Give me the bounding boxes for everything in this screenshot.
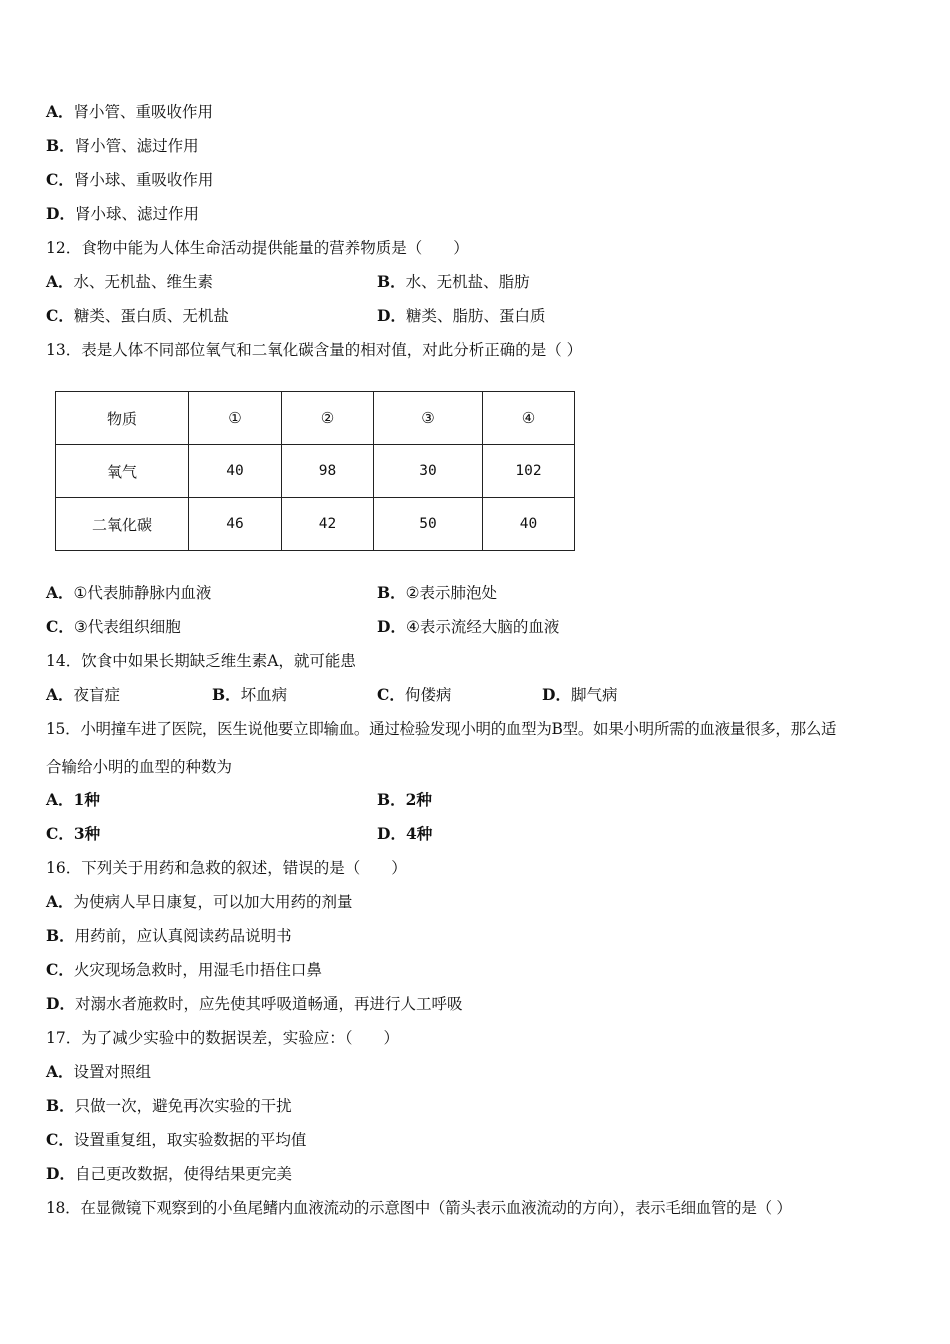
q13-data-table: [55, 391, 575, 551]
table-cell: 102: [483, 445, 575, 498]
q13-option-d: D．④表示流经大脑的血液: [377, 617, 560, 636]
table-cell: 46: [189, 498, 282, 551]
q16-option-b: B．用药前，应认真阅读药品说明书: [46, 926, 292, 945]
q16-option-d: D．对溺水者施救时，应先使其呼吸道畅通，再进行人工呼吸: [46, 994, 463, 1013]
table-cell: 40: [189, 445, 282, 498]
q15-option-a: A．1种: [46, 790, 100, 809]
q12-stem: 12．食物中能为人体生命活动提供能量的营养物质是（ ）: [46, 239, 469, 257]
table-header-row: [56, 392, 575, 445]
q17-option-a: A．设置对照组: [46, 1062, 152, 1081]
q16-stem: 16．下列关于用药和急救的叙述，错误的是（ ）: [46, 859, 407, 877]
q12-option-a: A．水、无机盐、维生素: [46, 272, 214, 291]
q17-option-d: D．自己更改数据，使得结果更完美: [46, 1164, 292, 1183]
table-cell: 40: [483, 498, 575, 551]
q13-option-a: A．①代表肺静脉内血液: [46, 583, 212, 602]
table-cell: 物质: [56, 392, 189, 445]
q15-option-b: B．2种: [377, 790, 432, 809]
q14-stem: 14．饮食中如果长期缺乏维生素A，就可能患: [46, 652, 356, 670]
q11-option-d: D．肾小球、滤过作用: [46, 204, 199, 223]
table-cell: 50: [374, 498, 483, 551]
q12-option-d: D．糖类、脂肪、蛋白质: [377, 306, 546, 325]
q11-option-a: A．肾小管、重吸收作用: [46, 102, 214, 121]
q13-option-b: B．②表示肺泡处: [377, 583, 498, 602]
q17-stem: 17．为了减少实验中的数据误差，实验应：（ ）: [46, 1029, 399, 1047]
table-cell: 氧气: [56, 445, 189, 498]
table-cell: ④: [483, 392, 575, 445]
q15-option-d: D．4种: [377, 824, 433, 843]
q15-option-c: C．3种: [46, 824, 101, 843]
q11-option-c: C．肾小球、重吸收作用: [46, 170, 214, 189]
table-cell: ③: [374, 392, 483, 445]
q12-option-c: C．糖类、蛋白质、无机盐: [46, 306, 229, 325]
q15-stem-line2: 合输给小明的血型的种数为: [46, 758, 233, 776]
q14-option-a: A．夜盲症: [46, 685, 121, 704]
table-cell: 98: [282, 445, 374, 498]
table-cell: 42: [282, 498, 374, 551]
q14-option-d: D．脚气病: [542, 685, 618, 704]
table-cell: 二氧化碳: [56, 498, 189, 551]
q16-option-a: A．为使病人早日康复，可以加大用药的剂量: [46, 892, 353, 911]
q13-option-c: C．③代表组织细胞: [46, 617, 181, 636]
q18-stem: 18．在显微镜下观察到的小鱼尾鳍内血液流动的示意图中（箭头表示血液流动的方向），表示毛细血管的是（ ）: [46, 1199, 792, 1217]
q17-option-c: C．设置重复组，取实验数据的平均值: [46, 1130, 307, 1149]
q13-stem: 13．表是人体不同部位氧气和二氧化碳含量的相对值，对此分析正确的是（ ）: [46, 341, 583, 359]
q14-option-b: B．坏血病: [212, 685, 288, 704]
table-cell: ①: [189, 392, 282, 445]
table-cell: ②: [282, 392, 374, 445]
table-row: [56, 445, 575, 498]
table-row: [56, 498, 575, 551]
q15-stem-line1: 15．小明撞车进了医院，医生说他要立即输血。通过检验发现小明的血型为B型。如果小明所需的血液量很多，那么适: [46, 720, 837, 738]
q12-option-b: B．水、无机盐、脂肪: [377, 272, 530, 291]
q11-option-b: B．肾小管、滤过作用: [46, 136, 199, 155]
q17-option-b: B．只做一次，避免再次实验的干扰: [46, 1096, 292, 1115]
q14-option-c: C．佝偻病: [377, 685, 452, 704]
q16-option-c: C．火灾现场急救时，用湿毛巾捂住口鼻: [46, 960, 322, 979]
table-cell: 30: [374, 445, 483, 498]
